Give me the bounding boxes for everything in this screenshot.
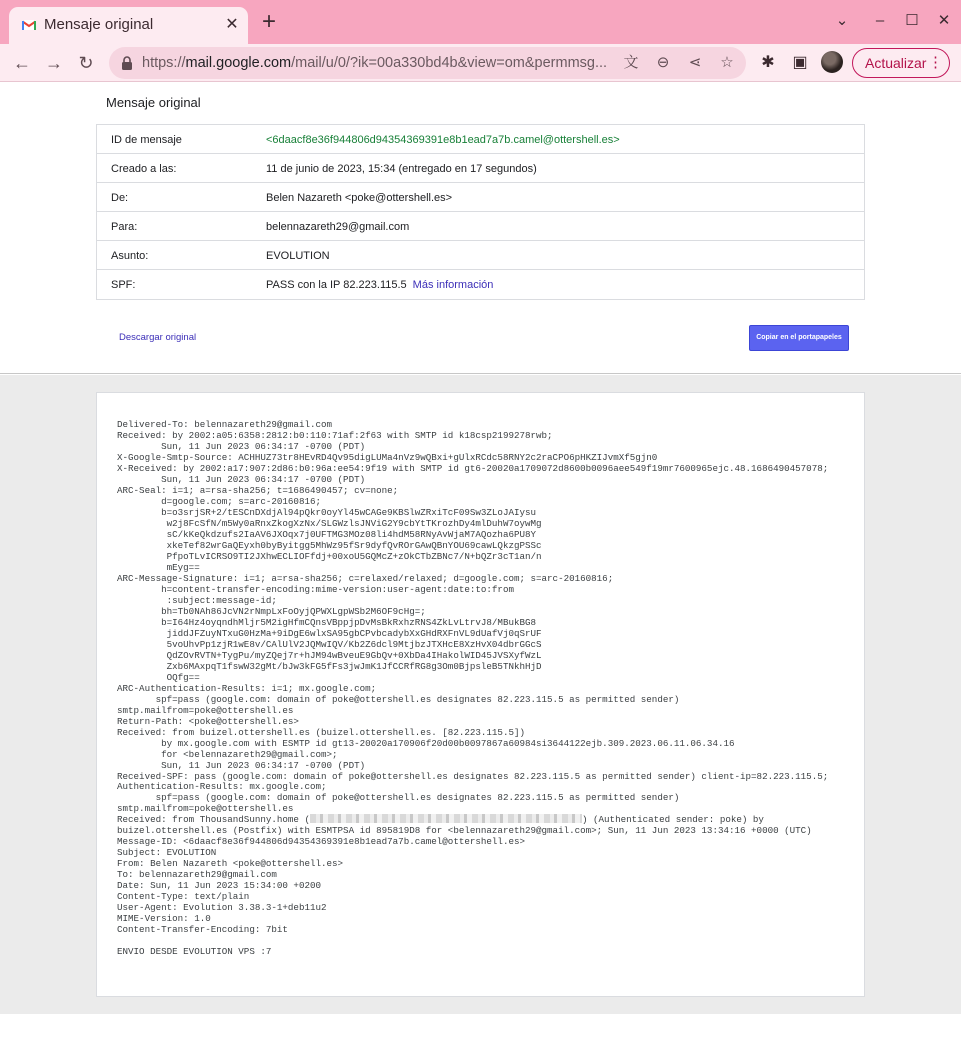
maximize-icon[interactable]: ☐ xyxy=(905,12,919,29)
meta-row-subject xyxy=(97,241,864,270)
raw-message-card xyxy=(96,392,865,997)
meta-key: SPF: xyxy=(111,279,136,291)
browser-tab[interactable] xyxy=(9,7,248,44)
meta-value: <6daacf8e36f944806d94354369391e8b1ead7a7b.camel@ottershell.es> xyxy=(266,134,620,146)
raw-headers-part1: Delivered-To: belennazareth29@gmail.com Received: by 2002:a05:6358:2812:b0:110:71af:2f63 with SMTP id k18csp2199278rwb; Sun, 11 Jun 2023 06:34:17 -0700 (PDT) X-Google-Smtp-Source: ACHHUZ73tr8HEvRD4Qv95digLUMa4nVz9wQBxi+gUlxRCdc58RNY2c2raCPO6pHKZIJvmXf5gjn0 X-Received: by 2002:a17:907:2d86:b0:96a:ee54:9f19 with SMTP id gt6-20020a1709072d8600b0096aee549f19mr7600965ejc.48.1686490457078; Sun, 11 Jun 2023 06:34:17 -0700 (PDT) ARC-Seal: i=1; a=rsa-sha256; t=1686490457; cv=none; d=google.com; s=arc-20160816; b=o3srjSR+2/tESCnDXdjAl94pQkr0oyYl45wCAGe9KBSlwZRxiTcF09Sw3ZLoJAIysu w2j8FcSfN/m5Wy0aRnxZkogXzNx/SLGWzlsJNViG2Y9cbYtTKrozhDy4mlDuhW7oywMg sC/kKeQkdzufs2IaAV6JXOqx7j0UFTMG3MOz08li4hdM58RNyAvWjaM7AQozha6PU8Y xkeTef82wrGaQEyxh0byByitgg5MhWz95fSr9dyfQvROrGAwQBnYOU69cawLQkzgPSSc PfpoTLvICRSO9TI2JXhwECLIOFfdj+00xoU5GQMcZ+zOkCTbZBNc7/N+bQZr3cT1an/n mEyg== ARC-Message-Signature: i=1; a=rsa-sha256; c=relaxed/relaxed; d=google.com; s=arc-20160816; h=content-transfer-encoding:mime-version:user-agent:date:to:from :subject:message-id; bh=Tb0NAh86JcVN2rNmpLxFoOyjQPWXLgpWSb2M6OF9cHg=; b=I64Hz4oyqndhMljr5M2igHfmCQnsVBppjpDvMsBkRxhzRNS4ZkLvLtrvJ8/MBukBG8 jiddJFZuyNTxuG0HzMa+9iDgE6wlxSA95gbCPvbcadybXxGHdRXFnVL9dUafVj0qSrUF 5voUhvPp1zjR1wE8v/CAlUlV2JQMwIQV/Kb2Z6dcl9MtjbzJTXHcE8XzHvX04dbrGGcS QdZOvRVTN+TygPu/myZQej7r+hJM94wBveuE9GbQv+0XbDa4IHakolWID45JVSXyfWzL Zxb6MAxpqT1fswW32gMt/bJw3kFG5fFs3jwJmK1JfCCRfRG8g3Om0BjpsleB5TNkhHjD OQfg== ARC-Authentication-Results: i=1; mx.google.com; spf=pass (google.com: domain of poke@ottershell.es designates 82.223.115.5 as permitted sender) smtp.mailfrom=poke@ottershell.es Return-Path: <poke@ottershell.es> Received: from buizel.ottershell.es (buizel.ottershell.es. [82.223.115.5]) by mx.google.com with ESMTP id gt13-20020a170906f20d00b0097867a60984si3644122ejb.309.2023.06.11.06.34.16 for <belennazareth29@gmail.com>; Sun, 11 Jun 2023 06:34:17 -0700 (PDT) Received-SPF: pass (google.com: domain of poke@ottershell.es designates 82.223.115.5 as permitted sender) client-ip=82.223.115.5; Authentication-Results: mx.google.com; spf=pass (google.com: domain of poke@ottershell.es designates 82.223.115.5 as permitted sender) smtp.mailfrom=poke@ottershell.es Received: from ThousandSunny.home ( xyxy=(117,419,829,826)
meta-key: Para: xyxy=(111,221,138,233)
copy-to-clipboard-button[interactable]: Copiar en el portapapeles xyxy=(749,325,849,351)
window-close-icon[interactable]: ✕ xyxy=(937,12,951,29)
share-icon[interactable]: ⋖ xyxy=(688,54,702,71)
more-info-link[interactable]: Más información xyxy=(412,279,494,291)
address-bar[interactable] xyxy=(109,47,746,79)
update-label: Actualizar xyxy=(865,55,927,71)
plus-icon[interactable]: + xyxy=(261,8,276,35)
reload-icon[interactable]: ↻ xyxy=(78,53,94,73)
extensions-icon[interactable]: ✱ xyxy=(761,54,775,71)
meta-key: Creado a las: xyxy=(111,163,177,175)
page-footer xyxy=(0,1014,961,1053)
spf-value: PASS con la IP 82.223.115.5 xyxy=(266,279,407,291)
more-icon[interactable]: ⋮ xyxy=(928,54,943,71)
lock-icon xyxy=(121,56,133,70)
meta-key: ID de mensaje xyxy=(111,134,182,146)
zoom-icon[interactable]: ⊖ xyxy=(656,54,670,71)
chevron-down-icon[interactable]: ⌄ xyxy=(835,12,849,29)
meta-row-to xyxy=(97,212,864,241)
side-panel-icon[interactable]: ▣ xyxy=(792,54,808,71)
meta-value xyxy=(266,279,493,291)
close-icon[interactable]: ✕ xyxy=(225,16,239,33)
raw-headers-part2: ) (Authenticated sender: poke) by buizel.ottershell.es (Postfix) with ESMTPSA id 895819D8 for <belennazareth29@gmail.com>; Sun, 11 Jun 2023 13:34:16 +0000 (UTC) Message-ID: <6daacf8e36f944806d94354369391e8b1ead7a7b.camel@ottershell.es> Subject: EVOLUTION From: Belen Nazareth <poke@ottershell.es> To: belennazareth29@gmail.com Date: Sun, 11 Jun 2023 15:34:00 +0200 Content-Type: text/plain User-Agent: Evolution 3.38.3-1+deb11u2 MIME-Version: 1.0 Content-Transfer-Encoding: 7bit ENVIO DESDE EVOLUTION VPS :7 xyxy=(117,814,812,958)
url-text[interactable]: https://mail.google.com/mail/u/0/?ik=00a330bd4b&view=om&permmsg... xyxy=(142,55,608,71)
message-meta-table xyxy=(96,124,865,300)
meta-row-created xyxy=(97,154,864,183)
update-button[interactable] xyxy=(852,48,950,78)
page-title: Mensaje original xyxy=(106,95,201,110)
meta-value: 11 de junio de 2023, 15:34 (entregado en 17 segundos) xyxy=(266,163,537,175)
meta-value: belennazareth29@gmail.com xyxy=(266,221,410,233)
raw-message-source xyxy=(117,419,828,957)
meta-row-from xyxy=(97,183,864,212)
avatar[interactable] xyxy=(821,51,843,73)
source-area xyxy=(0,375,961,1014)
forward-icon[interactable]: → xyxy=(45,53,63,73)
tab-strip xyxy=(0,0,961,44)
meta-key: Asunto: xyxy=(111,250,149,262)
original-message-header xyxy=(0,82,961,374)
back-icon[interactable]: ← xyxy=(13,53,31,73)
meta-value: Belen Nazareth <poke@ottershell.es> xyxy=(266,192,453,204)
meta-value: EVOLUTION xyxy=(266,250,330,262)
tab-title: Mensaje original xyxy=(44,16,154,33)
star-icon[interactable]: ☆ xyxy=(720,54,734,71)
redacted-ip-block xyxy=(310,814,582,823)
meta-row-spf xyxy=(97,270,864,299)
translate-icon[interactable]: 文 xyxy=(623,54,639,71)
minimize-icon[interactable]: – xyxy=(875,12,885,29)
gmail-icon xyxy=(21,17,37,33)
download-original-link[interactable]: Descargar original xyxy=(119,332,197,343)
browser-toolbar xyxy=(0,44,961,82)
meta-key: De: xyxy=(111,192,129,204)
meta-row-message-id xyxy=(97,125,864,154)
